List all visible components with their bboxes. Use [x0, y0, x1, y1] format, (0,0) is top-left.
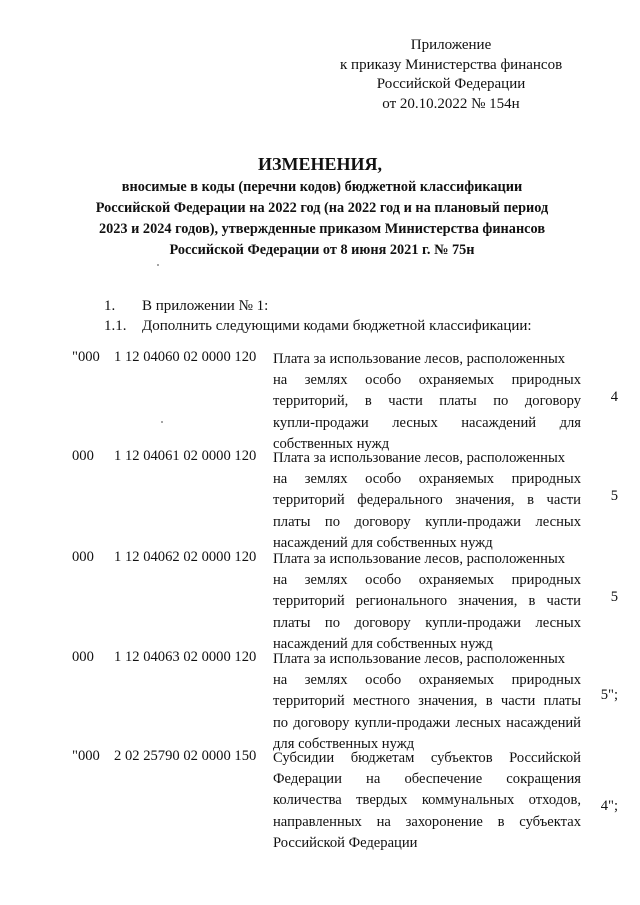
name-line: Плата за использование лесов, расположенных [273, 351, 566, 367]
name-line: количества твердых коммунальных отходов, [273, 792, 581, 809]
subtitle-line: Российской Федерации от 8 июня 2021 г. № 75н [169, 242, 475, 258]
name-line: Субсидии бюджетам субъектов Российской [273, 750, 581, 766]
item-number: 1.1. [104, 318, 127, 334]
name-line: на землях особо охраняемых природных [273, 471, 581, 488]
norm-value: 4"; [600, 798, 618, 814]
name-line: на землях особо охраняемых природных [273, 572, 581, 589]
item-number: 1. [104, 298, 116, 314]
admin-code: "000 [72, 748, 100, 764]
item-1-1 [104, 318, 532, 335]
admin-code: 000 [72, 448, 94, 464]
classification-code: 1 12 04063 02 0000 120 [114, 649, 257, 665]
classification-name [273, 448, 581, 554]
name-line: по договору купли-продажи лесных насаждений [273, 714, 581, 731]
name-line: платы по договору купли-продажи лесных [273, 614, 581, 631]
appendix-line-2: к приказу Министерства финансов [340, 56, 563, 73]
classification-code: 2 02 25790 02 0000 150 [114, 748, 257, 764]
subtitle-line: вносимые в коды (перечни кодов) бюджетной классификации [121, 179, 523, 195]
classification-code: 1 12 04061 02 0000 120 [114, 448, 257, 464]
name-line: Российской Федерации [273, 834, 418, 851]
classification-name [273, 549, 581, 655]
name-line: на землях особо охраняемых природных [273, 372, 581, 389]
name-line: купли-продажи лесных насаждений для [273, 414, 581, 431]
document-subtitle [82, 177, 562, 261]
document-title: ИЗМЕНЕНИЯ, [257, 154, 382, 174]
name-line: платы по договору купли-продажи лесных [273, 513, 581, 530]
norm-value: 5"; [600, 687, 618, 703]
norm-value: 4 [610, 389, 618, 405]
item-1 [104, 298, 268, 315]
norm-value: 5 [610, 488, 618, 504]
name-line: территорий регионального значения, в части [273, 593, 581, 610]
admin-code: 000 [72, 649, 94, 665]
scan-speck [161, 421, 163, 423]
item-text: В приложении № 1: [142, 298, 269, 314]
appendix-header [340, 36, 562, 114]
classification-name [273, 349, 581, 455]
admin-code: "000 [72, 349, 100, 365]
classification-name [273, 748, 581, 854]
admin-code: 000 [72, 549, 94, 565]
item-text: Дополнить следующими кодами бюджетной классификации: [142, 318, 532, 334]
name-line: территорий местного значения, в части платы [273, 693, 581, 710]
appendix-line-3: Российской Федерации [376, 76, 526, 93]
name-line: территорий, в части платы по договору [273, 393, 581, 410]
subtitle-line: 2023 и 2024 годов), утвержденные приказом Министерства финансов [98, 221, 546, 237]
name-line: насаждений для собственных нужд [273, 635, 493, 652]
appendix-line-4: от 20.10.2022 № 154н [382, 95, 520, 112]
name-line: насаждений для собственных нужд [273, 534, 493, 551]
name-line: Плата за использование лесов, расположенных [273, 450, 566, 466]
name-line: Плата за использование лесов, расположенных [273, 551, 566, 567]
name-line: направленных на захоронение в субъектах [273, 813, 581, 830]
name-line: Федерации на обеспечение сокращения [273, 771, 581, 788]
classification-code: 1 12 04060 02 0000 120 [114, 349, 257, 365]
classification-name [273, 649, 581, 755]
name-line: Плата за использование лесов, расположенных [273, 651, 566, 667]
norm-value: 5 [610, 589, 618, 605]
subtitle-line: Российской Федерации на 2022 год (на 2022 год и на плановый период [95, 200, 549, 216]
classification-code: 1 12 04062 02 0000 120 [114, 549, 257, 565]
name-line: собственных нужд [273, 435, 390, 452]
scan-speck [157, 264, 159, 266]
appendix-line-1: Приложение [410, 37, 492, 53]
name-line: на землях особо охраняемых природных [273, 672, 581, 689]
name-line: для собственных нужд [273, 735, 415, 752]
name-line: территорий федерального значения, в части [273, 492, 581, 509]
